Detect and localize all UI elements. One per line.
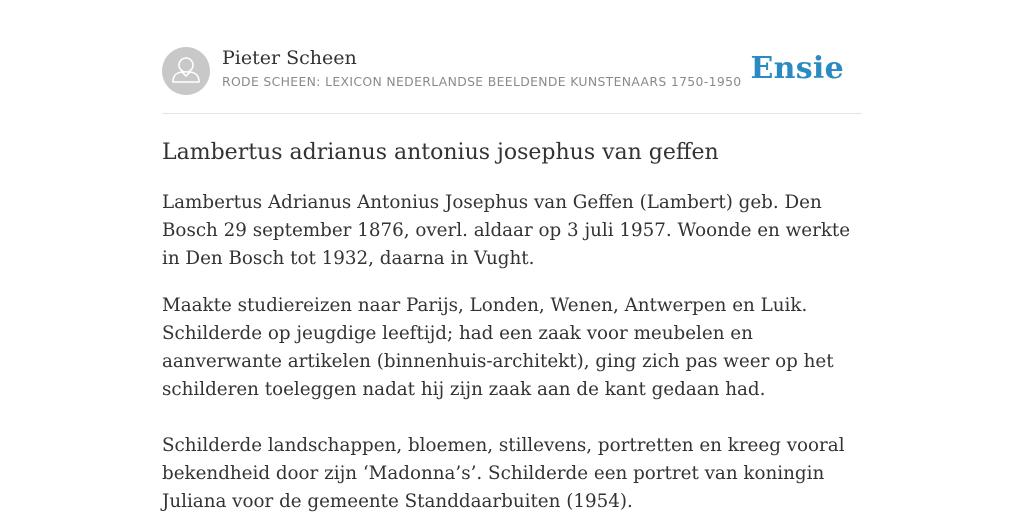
article-header	[162, 47, 862, 97]
header-divider	[162, 113, 862, 114]
article-paragraph-3: Schilderde landschappen, bloemen, stillevens, portretten en kreeg vooral bekendheid door zijn ‘Madonna’s’. Schilderde een portret van koningin Juliana voor de gemeente Standdaarbuiten (1954).	[162, 435, 845, 512]
author-name[interactable]: Pieter Scheen	[222, 47, 357, 69]
article-paragraph-1: Lambertus Adrianus Antonius Josephus van Geffen (Lambert) geb. Den Bosch 29 september 1876, overl. aldaar op 3 juli 1957. Woonde en werkte in Den Bosch tot 1932, daarna in Vught.	[162, 192, 851, 269]
user-icon	[162, 47, 210, 95]
article-body	[162, 189, 862, 512]
source-name[interactable]: RODE SCHEEN: LEXICON NEDERLANDSE BEELDENDE KUNSTENAARS 1750-1950	[222, 74, 742, 89]
article-paragraph-2: Maakte studiereizen naar Parijs, Londen, Wenen, Antwerpen en Luik. Schilderde op jeugdige leeftijd; had een zaak voor meubelen en aanverwante artikelen (binnenhuis-architekt), ging zich pas weer op het schilderen toeleggen nadat hij zijn zaak aan de kant gedaan had.	[162, 295, 834, 400]
article-title: Lambertus adrianus antonius josephus van geffen	[162, 140, 719, 165]
author-avatar[interactable]	[162, 47, 210, 95]
ensie-logo[interactable]: Ensie	[750, 51, 844, 86]
